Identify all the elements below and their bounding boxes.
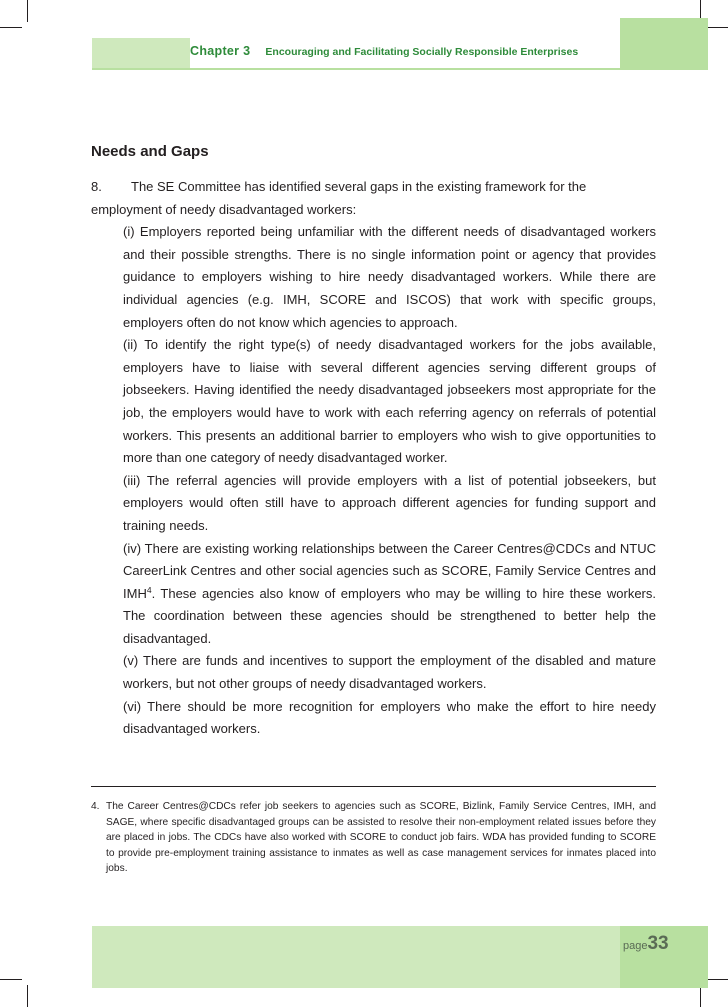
- footnote-number: 4.: [91, 801, 100, 812]
- page-word: page: [623, 940, 648, 952]
- crop-mark-bottom-left-v: [27, 985, 28, 1007]
- chapter-label: Chapter 3: [190, 44, 251, 58]
- chapter-title: Encouraging and Facilitating Socially Responsible Enterprises: [265, 46, 579, 58]
- crop-mark-bottom-right-v: [700, 985, 701, 1007]
- gap-item-iv: [91, 538, 656, 651]
- gap-item-i: (i) Employers reported being unfamiliar with the different needs of disadvantaged workers and their possible strengths. There is no single information point or agency that provides guidance to employers wishing to hire needy disadvantaged workers. While there are individual agencies (e.g. IMH, SCORE and ISCOS) that work with specific groups, employers often do not know which agencies to approach.: [123, 224, 656, 330]
- gap-item-vi: (vi) There should be more recognition for employers who make the effort to hire needy disadvantaged workers.: [123, 698, 656, 737]
- intro-paragraph: [91, 176, 656, 199]
- page-digits: 33: [647, 933, 669, 954]
- header-corner-block: [620, 18, 708, 68]
- gap-item-iii: (iii) The referral agencies will provide employers with a list of potential jobseekers, but employers would often still have to approach different agencies for funding support and training needs.: [123, 472, 656, 533]
- running-header: [190, 44, 578, 58]
- body-text: [91, 176, 656, 741]
- footnote-ref[interactable]: 4: [146, 584, 152, 595]
- footnote-text: The Career Centres@CDCs refer job seekers to agencies such as SCORE, Bizlink, Family Service Centres, IMH, and SAGE, where specific disadvantaged groups can be assisted to resolve their non-employment related issues before they are placed in jobs. The CDCs have also worked with SCORE to conduct job fairs. WDA has provided funding to SCORE to provide pre-employment training assistance to inmates as well as case management services for inmates placed into jobs.: [106, 801, 656, 875]
- header-rule: [92, 68, 708, 70]
- footnote-rule: [91, 786, 656, 787]
- crop-mark-top-left-h: [0, 27, 22, 28]
- gap-item-ii: (ii) To identify the right type(s) of needy disadvantaged workers for the jobs available, employers have to liaise with several different agencies serving different groups of jobseekers. Having identified the needy disadvantaged jobseekers most appropriate for the job, the employers would have to work with each referring agency on referrals of potential workers. This presents an additional barrier to employers who wish to give opportunities to more than one category of needy disadvantaged worker.: [123, 337, 656, 466]
- paragraph-number: 8.: [91, 179, 102, 194]
- intro-continuation: employment of needy disadvantaged workers:: [91, 201, 357, 217]
- crop-mark-top-right-h: [706, 27, 728, 28]
- crop-mark-bottom-left-h: [0, 979, 22, 980]
- gap-item-iv-text-a: (iv) There are existing working relationships between the Career Centres@CDCs and NTUC CareerLink Centres and other social agencies such as SCORE, Family Service Centres and IMH: [123, 540, 656, 601]
- page-number: [623, 933, 669, 955]
- section-heading: Needs and Gaps: [91, 143, 209, 160]
- gap-item-v: (v) There are funds and incentives to support the employment of the disabled and mature workers, but not other groups of needy disadvantaged workers.: [123, 653, 656, 692]
- intro-first-line: The SE Committee has identified several gaps in the existing framework for the: [131, 179, 587, 194]
- gap-item-iv-text-b: . These agencies also know of employers who may be willing to hire these workers. The coordination between these agencies should be strengthened to better help the disadvantaged.: [123, 585, 656, 646]
- footnote: [91, 799, 656, 877]
- crop-mark-bottom-right-h: [706, 979, 728, 980]
- footer-band: [92, 926, 708, 988]
- crop-mark-top-left-v: [27, 0, 28, 22]
